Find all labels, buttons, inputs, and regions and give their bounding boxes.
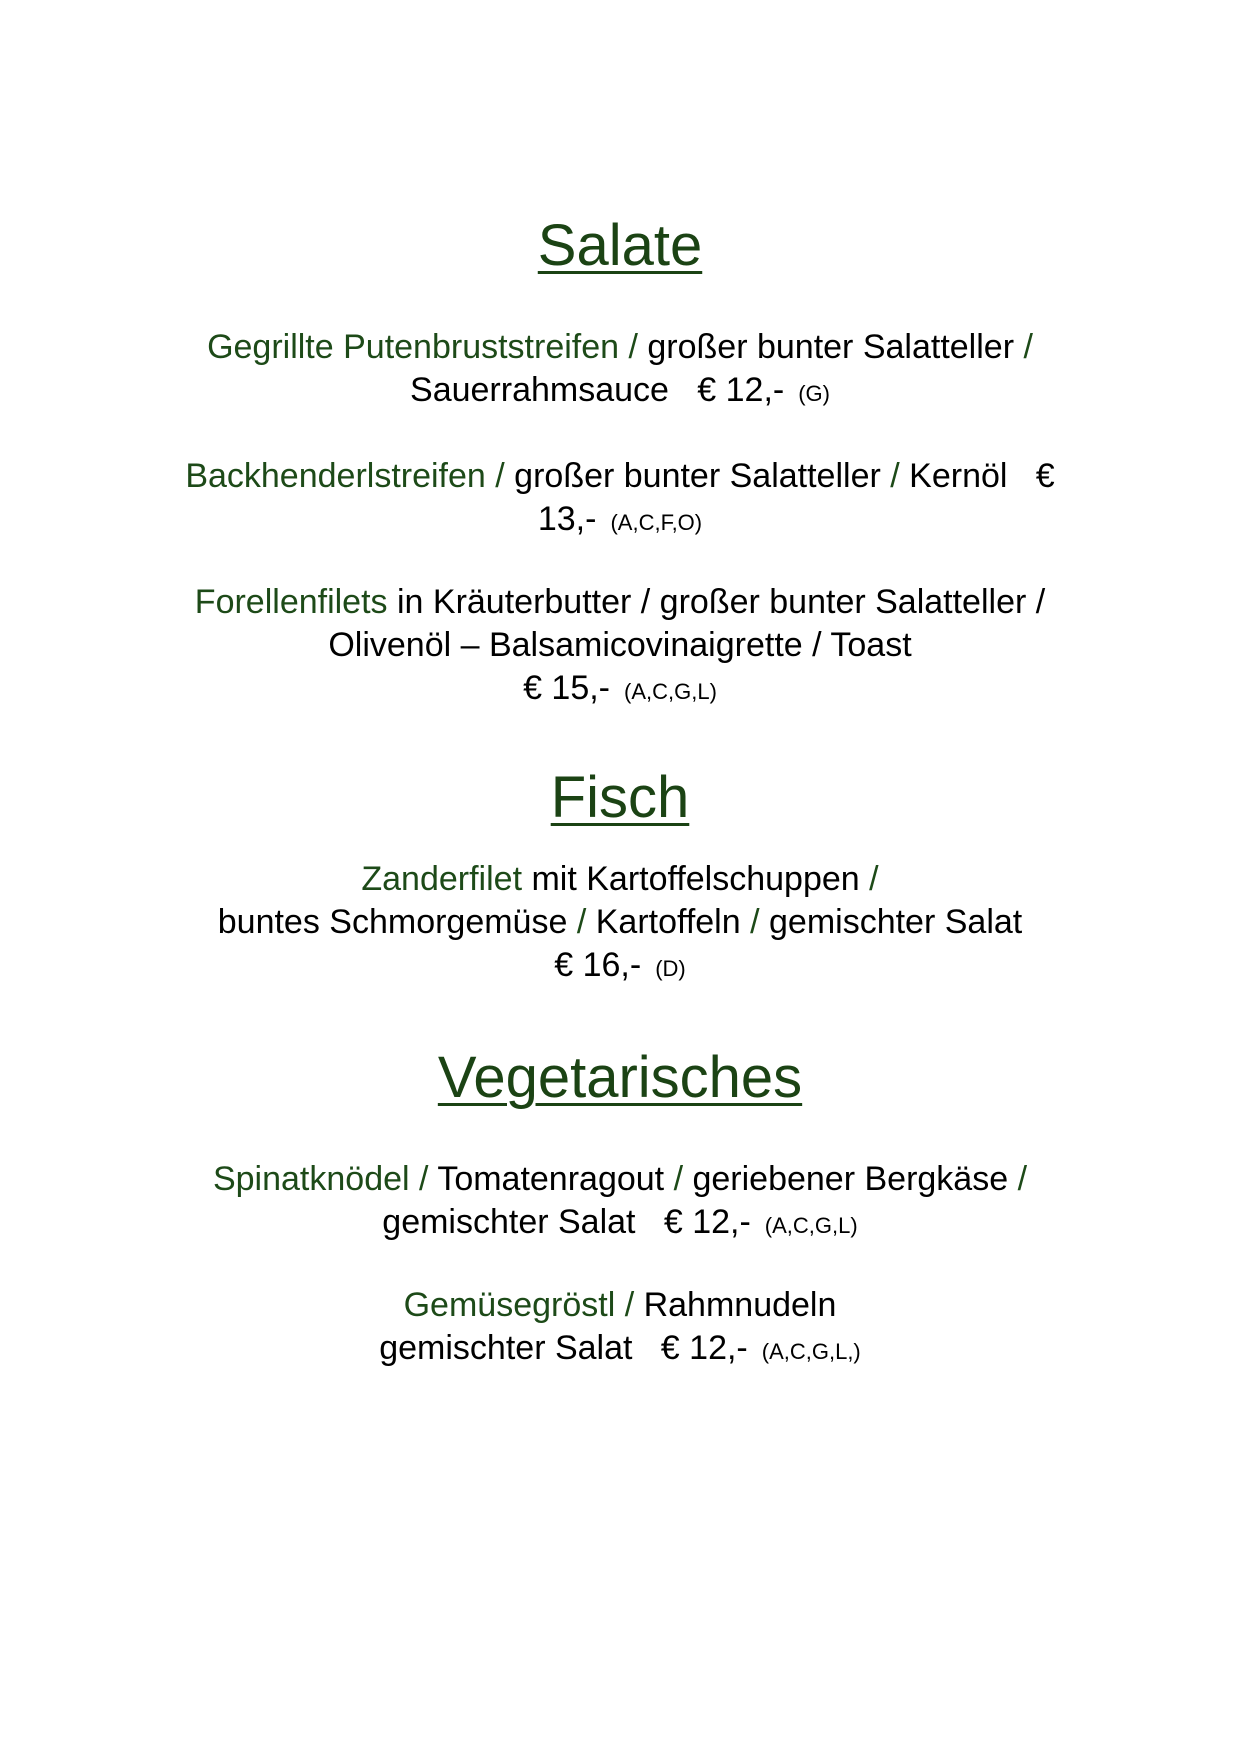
allergen-codes: (A,C,F,O): [610, 510, 703, 535]
price-text: € 12,-: [632, 1329, 748, 1367]
dish-name: Spinatknödel: [212, 1160, 410, 1198]
separator: /: [740, 903, 769, 941]
price-text: Kernöl €: [909, 457, 1055, 495]
dish-description: gemischter Salat: [769, 903, 1023, 941]
menu-item-line: [100, 1284, 1140, 1327]
dish-description: Sauerrahmsauce: [410, 371, 669, 409]
menu-item-line: [100, 326, 1140, 369]
dish-description: großer bunter Salatteller: [647, 328, 1015, 366]
allergen-codes: (A,C,G,L): [624, 679, 717, 704]
dish-name: Zanderfilet: [361, 860, 523, 898]
separator: /: [859, 860, 879, 898]
menu-item-line: [100, 624, 1140, 667]
menu-item-line: [100, 858, 1140, 901]
allergen-codes: (D): [655, 956, 686, 981]
section-heading-vegetarisches: Vegetarisches: [437, 1045, 803, 1110]
menu-item: [100, 1158, 1140, 1247]
separator: /: [1014, 328, 1033, 366]
dish-description: gemischter Salat: [382, 1203, 636, 1241]
dish-description: großer bunter Salatteller: [514, 457, 881, 495]
section-heading-fisch: Fisch: [550, 765, 690, 830]
menu-item: [100, 326, 1140, 415]
dish-description: 13,-: [537, 500, 597, 538]
dish-description: Kartoffeln: [595, 903, 741, 941]
dish-name: Gegrillte Putenbruststreifen: [207, 328, 620, 366]
dish-description: in Kräuterbutter / großer bunter Salatteller /: [387, 583, 1046, 621]
allergen-codes: (A,C,G,L): [764, 1213, 858, 1238]
dish-name: Forellenfilets: [194, 583, 388, 621]
separator: /: [664, 1160, 693, 1198]
separator: /: [1008, 1160, 1028, 1198]
separator: /: [880, 457, 910, 495]
price-text: € 16,-: [554, 946, 642, 984]
menu-item-line: [100, 901, 1140, 944]
allergen-codes: (G): [798, 381, 830, 406]
separator: /: [567, 903, 596, 941]
separator: /: [615, 1286, 644, 1324]
menu-item-line: [100, 581, 1140, 624]
menu-item-line: [100, 1327, 1140, 1373]
allergen-codes: (A,C,G,L,): [761, 1339, 861, 1364]
menu-item-line: [100, 369, 1140, 415]
menu-item: [100, 1284, 1140, 1373]
dish-description: buntes Schmorgemüse: [217, 903, 568, 941]
menu-item: [100, 581, 1140, 713]
price-text: € 15,-: [523, 669, 611, 707]
dish-description: mit Kartoffelschuppen: [522, 860, 860, 898]
dish-name: Backhenderlstreifen: [185, 457, 486, 495]
separator: /: [409, 1160, 438, 1198]
separator: /: [619, 328, 648, 366]
menu-item-line: [100, 1158, 1140, 1201]
menu-item-line: [100, 498, 1140, 544]
menu-item-line: [100, 667, 1140, 713]
price-text: € 12,-: [668, 371, 785, 409]
menu-item-line: [100, 455, 1140, 498]
separator: /: [485, 457, 515, 495]
section-heading-salate: Salate: [537, 213, 703, 278]
dish-description: geriebener Bergkäse: [692, 1160, 1009, 1198]
menu-item-line: [100, 944, 1140, 990]
menu-item: [100, 455, 1140, 544]
dish-description: Rahmnudeln: [643, 1286, 837, 1324]
dish-description: gemischter Salat: [379, 1329, 633, 1367]
dish-description: Tomatenragout: [437, 1160, 665, 1198]
menu-item-line: [100, 1201, 1140, 1247]
menu-item: [100, 858, 1140, 990]
price-text: € 12,-: [635, 1203, 751, 1241]
dish-name: Gemüsegröstl: [403, 1286, 616, 1324]
dish-description: Olivenöl – Balsamicovinaigrette / Toast: [328, 626, 912, 664]
